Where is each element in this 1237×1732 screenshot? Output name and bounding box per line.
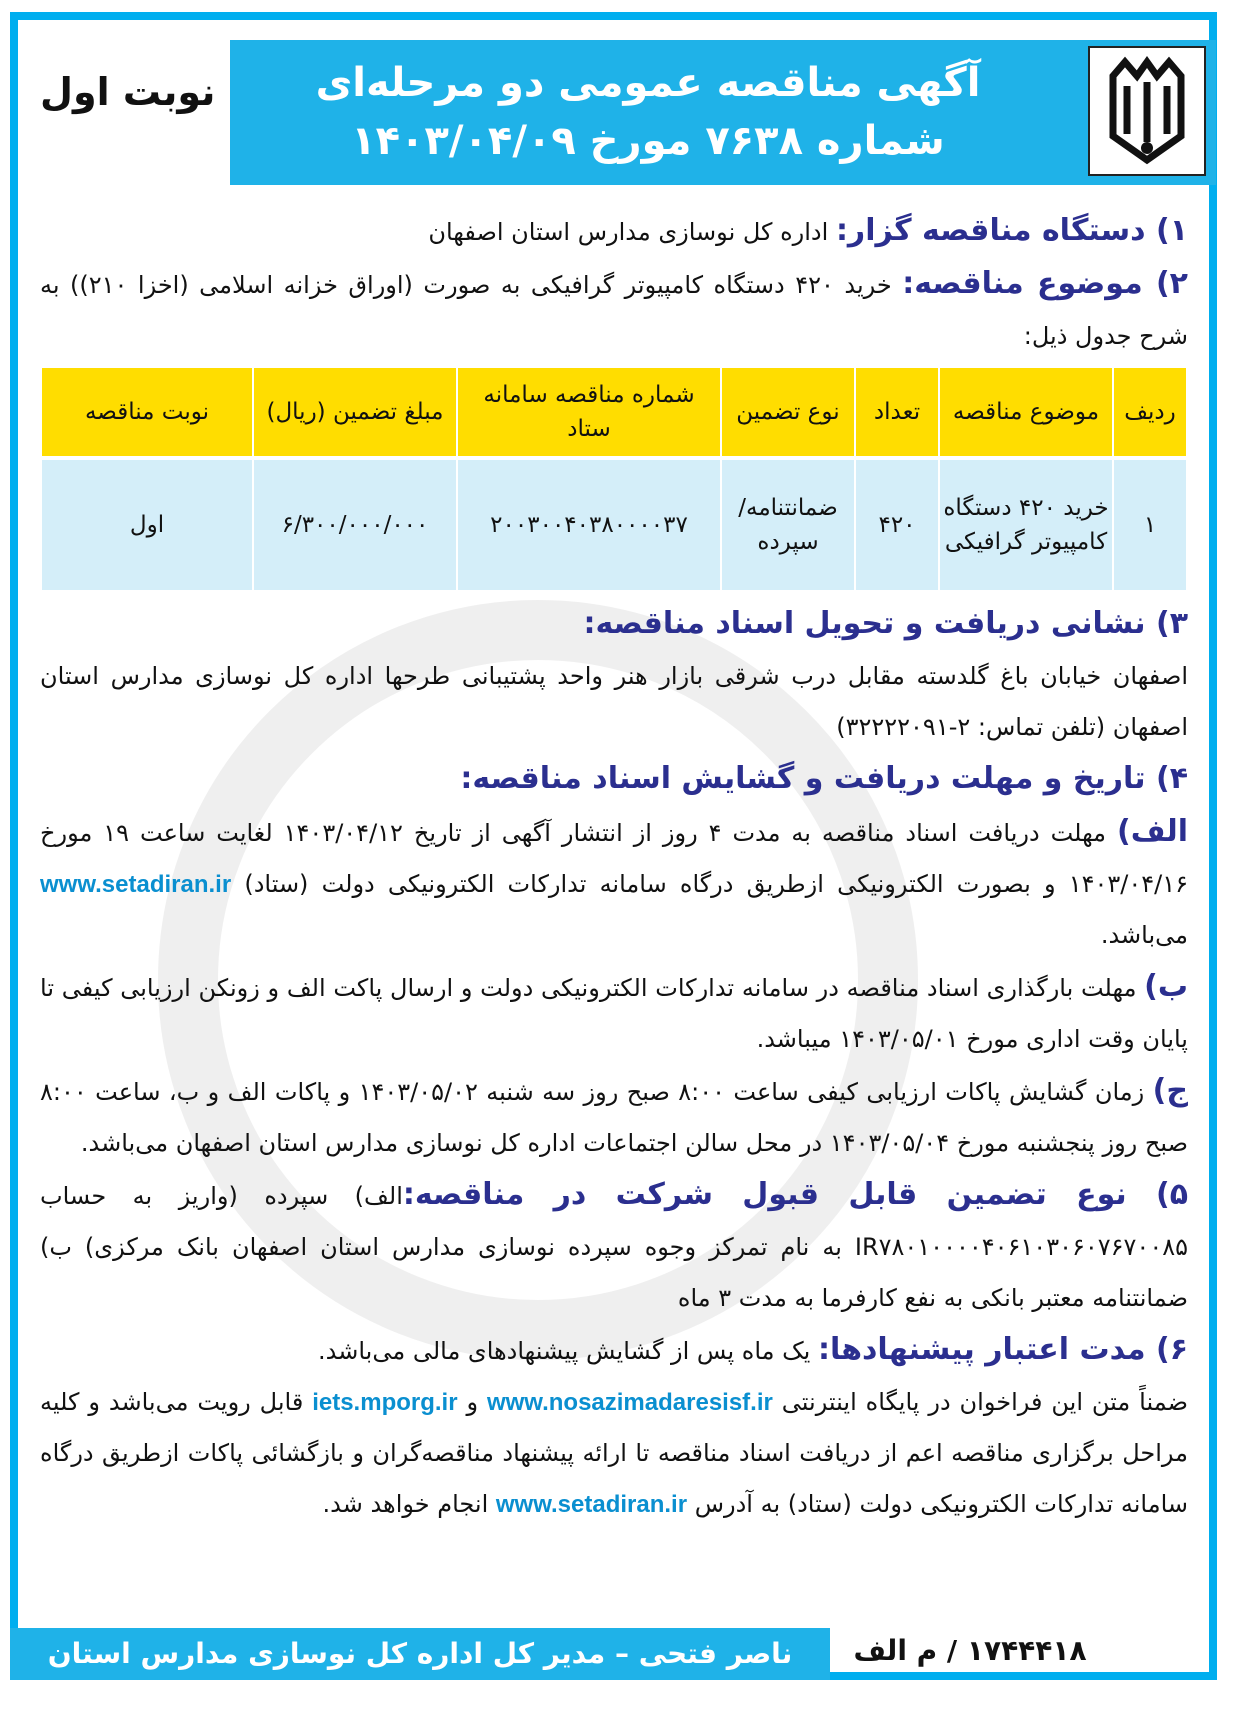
section-3-label: ۳) نشانی دریافت و تحویل اسناد مناقصه: (583, 606, 1188, 641)
table-cell: ۲۰۰۳۰۰۴۰۳۸۰۰۰۰۳۷ (457, 458, 721, 590)
note-text: انجام خواهد شد. (322, 1490, 489, 1518)
col-header: تعداد (855, 368, 939, 458)
section-6-text: یک ماه پس از گشایش پیشنهادهای مالی می‌باشد. (318, 1337, 811, 1365)
item-c-label: ج) (1152, 1073, 1188, 1108)
section-2-text: خرید ۴۲۰ دستگاه کامپیوتر گرافیکی به صورت (اوراق خزانه اسلامی (اخزا ۲۱۰)) به شرح جدول ذیل: (40, 271, 1188, 350)
signature-bar: ناصر فتحی – مدیر کل اداره کل نوسازی مدارس استان اصفهان (10, 1628, 830, 1680)
note-text: ضمناً متن این فراخوان در پایگاه اینترنتی (781, 1388, 1188, 1416)
setadiran-link[interactable]: www.setadiran.ir (495, 1491, 688, 1518)
table-cell: اول (41, 458, 253, 590)
section-1-text: اداره کل نوسازی مدارس استان اصفهان (428, 218, 829, 246)
table-cell: ۴۲۰ (855, 458, 939, 590)
col-header: نوع تضمین (721, 368, 855, 458)
section-2-label: ۲) موضوع مناقصه: (902, 266, 1188, 301)
col-header: موضوع مناقصه (939, 368, 1113, 458)
nosazi-link[interactable]: www.nosazimadaresisf.ir (486, 1389, 773, 1416)
item-b-text: مهلت بارگذاری اسناد مناقصه در سامانه تدارکات الکترونیکی دولت و ارسال پاکت الف و زونکن ارزیابی کیفی تا پایان وقت اداری مورخ ۱۴۰۳/۰۵/۰۱ میباشد. (40, 974, 1188, 1053)
iets-link[interactable]: iets.mporg.ir (312, 1389, 458, 1416)
title-line-1: آگهی مناقصه عمومی دو مرحله‌ای (315, 60, 981, 106)
item-a-tail: می‌باشد. (1100, 921, 1188, 949)
organization-emblem-icon (1088, 46, 1206, 176)
col-header: مبلغ تضمین (ریال) (253, 368, 457, 458)
note-text: و (466, 1388, 479, 1416)
setadiran-link[interactable]: www.setadiran.ir (40, 871, 232, 898)
note-text: قابل رویت می‌باشد و کلیه مراحل برگزاری مناقصه اعم از دریافت اسناد مناقصه تا ارائه پیشنهاد مناقصه‌گران و بازگشائی پاکات ازطریق درگاه سامانه تدارکات الکترونیکی دولت (ستاد) به آدرس (40, 1388, 1188, 1518)
table-row (41, 458, 1187, 590)
section-6 (40, 1324, 1188, 1377)
col-header: ردیف (1113, 368, 1187, 458)
page-title (230, 54, 1066, 170)
section-4 (40, 753, 1188, 806)
col-header: نوبت مناقصه (41, 368, 253, 458)
table-cell: ضمانتنامه/ سپرده (721, 458, 855, 590)
section-6-label: ۶) مدت اعتبار پیشنهادها: (817, 1332, 1188, 1367)
section-5-text: الف) سپرده (واریز به حساب IR۷۸۰۱۰۰۰۰۴۰۶۱۰۳۰۶۰۷۶۷۰۰۸۵ به نام تمرکز وجوه سپرده نوسازی مدارس استان اصفهان بانک مرکزی) ب) ضمانتنامه معتبر بانکی به نفع کارفرما به مدت ۳ ماه (40, 1182, 1188, 1312)
section-5 (40, 1169, 1188, 1324)
table-cell: ۶/۳۰۰/۰۰۰/۰۰۰ (253, 458, 457, 590)
item-a-text: مهلت دریافت اسناد مناقصه به مدت ۴ روز از انتشار آگهی از تاریخ ۱۴۰۳/۰۴/۱۲ لغایت ساعت ۱۹ مورخ ۱۴۰۳/۰۴/۱۶ و بصورت الکترونیکی ازطریق درگاه سامانه تدارکات الکترونیکی دولت (ستاد) (40, 819, 1188, 898)
tender-table (40, 368, 1188, 590)
header-banner (230, 40, 1216, 185)
item-c-text: زمان گشایش پاکات ارزیابی کیفی ساعت ۸:۰۰ صبح روز سه شنبه ۱۴۰۳/۰۵/۰۲ و پاکات الف و ب، ساعت ۸:۰۰ صبح روز پنجشنبه مورخ ۱۴۰۳/۰۵/۰۴ در محل سالن اجتماعات اداره کل نوسازی مدارس استان اصفهان می‌باشد. (40, 1078, 1188, 1157)
table-cell: ۱ (1113, 458, 1187, 590)
round-label: نوبت اول (40, 70, 216, 114)
section-5-label: ۵) نوع تضمین قابل قبول شرکت در مناقصه: (402, 1177, 1188, 1212)
section-3-text: اصفهان خیابان باغ گلدسته مقابل درب شرقی بازار هنر واحد پشتیبانی طرحها اداره کل نوسازی مدارس استان اصفهان (تلفن تماس: ۲-۳۲۲۲۲۰۹۱) (40, 662, 1188, 741)
table-cell: خرید ۴۲۰ دستگاه کامپیوتر گرافیکی (939, 458, 1113, 590)
item-b-label: ب) (1144, 969, 1188, 1004)
col-header: شماره مناقصه سامانه ستاد (457, 368, 721, 458)
ad-code: ۱۷۴۴۴۱۸ / م الف (853, 1634, 1087, 1667)
section-1-label: ۱) دستگاه مناقصه گزار: (835, 213, 1188, 248)
item-a-label: الف) (1117, 814, 1188, 849)
section-4-label: ۴) تاریخ و مهلت دریافت و گشایش اسناد مناقصه: (460, 761, 1188, 796)
section-1 (40, 205, 1188, 258)
section-2 (40, 258, 1188, 362)
title-line-2: شماره ۷۶۳۸ مورخ ۱۴۰۳/۰۴/۰۹ (351, 118, 945, 164)
ad-body (40, 205, 1188, 1530)
note (40, 1377, 1188, 1530)
section-3 (40, 598, 1188, 753)
